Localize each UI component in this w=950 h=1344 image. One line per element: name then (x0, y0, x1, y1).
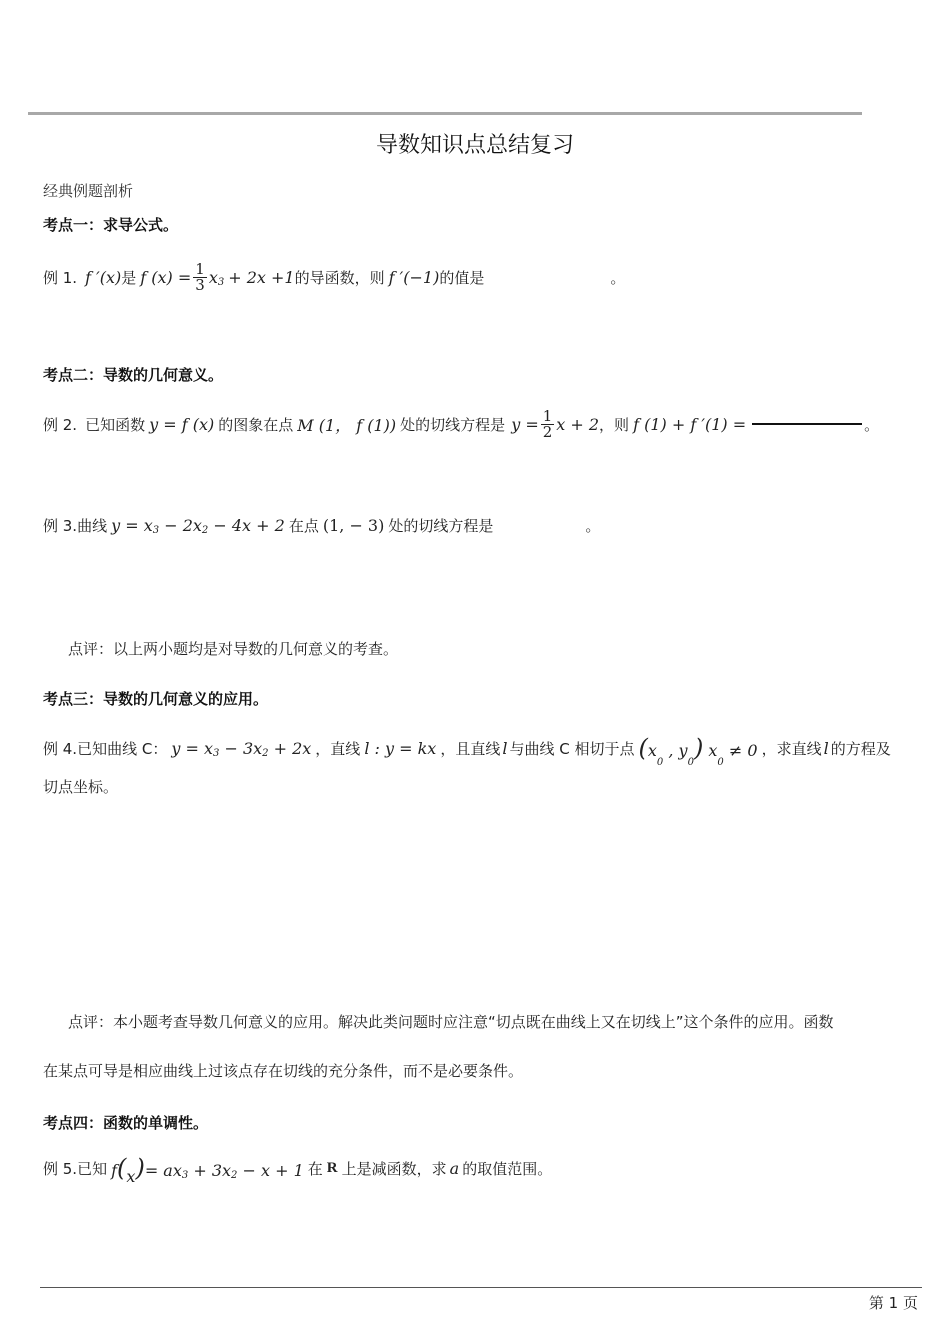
example-1-end: 。 (610, 268, 626, 287)
example-5-label: 例 5. (43, 1159, 78, 1178)
example-1-text-2: 的导函数，则 (294, 268, 385, 287)
example-5 (43, 1150, 552, 1186)
formula-fx: f (x) = (140, 267, 192, 287)
subtitle: 经典例题剖析 (43, 182, 134, 200)
example-2-text-3: 处的切线方程是 (400, 415, 506, 434)
symbol-a: a (449, 1158, 460, 1178)
formula-tangent-y: y = (511, 414, 539, 434)
formula-point: (1, − 3) (322, 515, 385, 535)
comment-2-line-1: 点评：本小题考查导数几何意义的应用。解决此类问题时应注意“切点既在曲线上又在切线上”这个条件的应用。函数 (68, 1013, 834, 1031)
formula-y-eq-fx: y = f (x) (149, 414, 215, 434)
example-4-text-6: 的方程及 (830, 739, 891, 758)
example-5-text-3: 上是减函数，求 (341, 1159, 447, 1178)
formula-fprime-neg1: f ′(−1) (388, 267, 440, 287)
section-heading-2: 考点二：导数的几何意义。 (43, 366, 224, 384)
comment-1: 点评：以上两小题均是对导数的几何意义的考查。 (68, 640, 399, 658)
example-3-text-2: 在点 (288, 516, 319, 535)
example-2 (43, 398, 879, 450)
formula-cubic-term: $x^3$ (208, 267, 225, 288)
bottom-rule (40, 1287, 922, 1288)
symbol-l-2: l (823, 738, 829, 758)
example-5-text-2: 在 (307, 1159, 323, 1178)
formula-curve: $y = x^3 - 2x^2 - 4x + 2$ (111, 515, 285, 536)
example-3 (43, 512, 600, 538)
example-3-label: 例 3. (43, 516, 78, 535)
formula-line-l: l : y = kx (364, 738, 437, 758)
formula-tangent-rest: x + 2 (556, 414, 600, 434)
example-3-text: 曲线 (77, 516, 108, 535)
example-2-end: 。 (864, 415, 880, 434)
example-5-text-4: 的取值范围。 (462, 1159, 553, 1178)
example-1-text-3: 的值是 (439, 268, 485, 287)
section-heading-1: 考点一：求导公式。 (43, 216, 179, 234)
page-title: 导数知识点总结复习 (375, 133, 574, 158)
example-4-label: 例 4. (43, 739, 78, 758)
formula-linear-term: + 2x +1 (228, 267, 295, 287)
fraction-one-half: $\frac{1}{2}$ (542, 406, 553, 441)
comment-2-line-2: 在某点可导是相应曲线上过该点存在切线的充分条件，而不是必要条件。 (43, 1062, 524, 1080)
example-1-text: 是 (121, 268, 137, 287)
example-2-text-2: 的图象在点 (218, 415, 294, 434)
fraction-one-third: $\frac{1}{3}$ (195, 259, 205, 294)
symbol-R: R (326, 1159, 338, 1176)
section-heading-4: 考点四：函数的单调性。 (43, 1114, 209, 1132)
formula-f1-plus-fprime1: f (1) + f ′(1) = (633, 414, 747, 434)
top-rule (28, 112, 862, 115)
example-2-text-4: ，则 (599, 415, 630, 434)
example-3-end: 。 (585, 516, 601, 535)
formula-curve-C: $y = x^3 - 3x^2 + 2x$ (171, 738, 312, 759)
example-2-text: 已知函数 (85, 415, 146, 434)
example-2-label: 例 2. (43, 415, 78, 434)
example-4-text-3: ，且直线 (440, 739, 501, 758)
formula-fprime-x: f ′(x) (85, 267, 122, 287)
formula-fx-cubic: $f(x)= ax^3 + 3x^2 - x + 1$ (111, 1154, 304, 1186)
example-5-text: 已知 (77, 1159, 108, 1178)
section-heading-3: 考点三：导数的几何意义的应用。 (43, 690, 269, 708)
example-4-line-2: 切点坐标。 (43, 778, 119, 796)
example-4-text-4: 与曲线 C 相切于点 (509, 739, 635, 758)
example-4 (43, 732, 891, 768)
example-1 (43, 252, 625, 302)
formula-point-M: M (1， f (1)) (297, 415, 397, 435)
example-1-label: 例 1. (43, 268, 78, 287)
answer-blank (752, 423, 862, 425)
example-4-text-2: ，直线 (315, 739, 361, 758)
formula-tangent-point: ($x_0$ , $y_0$) $x_0 \ne 0$ (638, 734, 758, 768)
example-4-text-5: ，求直线 (761, 739, 822, 758)
example-3-text-3: 处的切线方程是 (388, 516, 494, 535)
symbol-l: l (502, 738, 508, 758)
page-number: 第 1 页 (868, 1294, 918, 1312)
example-4-text: 已知曲线 C： (77, 739, 168, 758)
